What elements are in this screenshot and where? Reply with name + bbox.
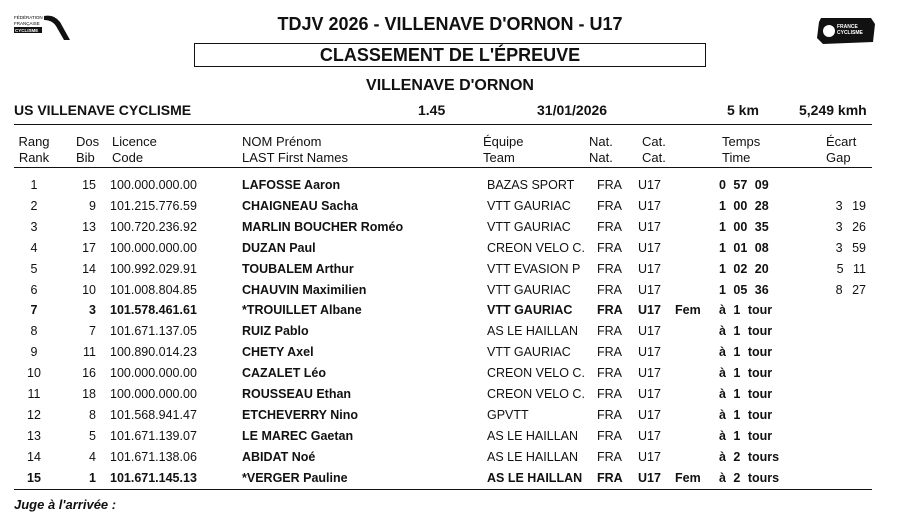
- rider-gap: 8 27: [835, 282, 866, 297]
- table-row: [0, 301, 900, 322]
- col-header-team: Équipe Team: [483, 134, 524, 165]
- rider-bib: 8: [89, 407, 96, 422]
- rider-team: AS LE HAILLAN: [487, 324, 579, 339]
- rider-category: U17: [638, 449, 661, 464]
- table-row: [0, 218, 900, 239]
- rider-bib: 7: [89, 324, 96, 339]
- rider-rank: 2: [30, 198, 38, 213]
- rider-licence: 101.008.804.85: [110, 282, 197, 297]
- rider-rank: 14: [27, 449, 41, 464]
- rider-team: CREON VELO C.: [487, 387, 585, 401]
- table-row: [0, 406, 900, 427]
- rider-bib: 4: [89, 449, 96, 464]
- rider-nationality: FRA: [597, 178, 622, 192]
- rider-rank: 1: [30, 178, 38, 192]
- rider-licence: 101.671.138.06: [110, 449, 197, 464]
- race-code: 1.45: [418, 102, 446, 118]
- rider-nationality: FRA: [597, 366, 622, 381]
- rider-rank: 12: [27, 407, 41, 422]
- col-header-cat: Cat. Cat.: [642, 134, 666, 165]
- rider-time: à 1 tour: [719, 387, 773, 401]
- rider-bib: 17: [82, 240, 96, 255]
- rider-bib: 16: [82, 366, 96, 381]
- table-row: [0, 448, 900, 469]
- rider-time: à 2 tours: [719, 449, 780, 464]
- rider-licence: 100.000.000.00: [110, 366, 197, 381]
- rider-name: *TROUILLET Albane: [242, 303, 362, 318]
- rider-licence: 100.000.000.00: [110, 387, 197, 401]
- col-header-rank: Rang Rank: [18, 134, 50, 165]
- rider-nationality: FRA: [597, 198, 622, 213]
- rider-nationality: FRA: [597, 282, 622, 297]
- rider-nationality: FRA: [597, 261, 622, 276]
- rider-team: VTT GAURIAC: [487, 345, 571, 360]
- rider-name: CHAIGNEAU Sacha: [242, 198, 358, 213]
- rider-licence: 101.671.137.05: [110, 324, 197, 339]
- finish-judge-label: Juge à l'arrivée :: [14, 497, 117, 512]
- rider-gap: 3 59: [835, 240, 866, 255]
- rider-category: U17: [638, 198, 661, 213]
- rider-rank: 11: [27, 387, 41, 401]
- rider-time: à 1 tour: [719, 366, 773, 381]
- table-row: [0, 427, 900, 448]
- rider-bib: 15: [82, 178, 96, 192]
- rider-team: AS LE HAILLAN: [487, 428, 579, 443]
- rider-bib: 13: [82, 219, 96, 234]
- rider-rank: 15: [27, 470, 41, 485]
- logo-text-line-1: FÉDÉRATION: [14, 15, 43, 20]
- rider-time: 1 00 28: [719, 198, 769, 213]
- col-header-name: NOM Prénom LAST First Names: [242, 134, 348, 165]
- rider-nationality: FRA: [597, 428, 622, 443]
- rider-name: CHETY Axel: [242, 345, 314, 360]
- table-bottom-line: [14, 489, 872, 490]
- rider-nationality: FRA: [597, 407, 622, 422]
- rider-category: U17: [638, 261, 661, 276]
- table-row: [0, 176, 900, 197]
- rider-time: 1 01 08: [719, 240, 769, 255]
- table-row: [0, 260, 900, 281]
- rider-category: U17: [638, 324, 661, 339]
- rider-category: U17: [638, 387, 661, 401]
- rider-team: AS LE HAILLAN: [487, 470, 583, 485]
- rider-team: AS LE HAILLAN: [487, 449, 579, 464]
- rider-name: LAFOSSE Aaron: [242, 178, 341, 192]
- rider-name: ROUSSEAU Ethan: [242, 387, 352, 401]
- rider-licence: 101.671.139.07: [110, 428, 197, 443]
- rider-bib: 3: [89, 303, 96, 318]
- col-header-time: Temps Time: [722, 134, 761, 165]
- logo-text-line-3: CYCLISME: [15, 28, 39, 33]
- rider-licence: 100.720.236.92: [110, 219, 197, 234]
- rider-nationality: FRA: [597, 345, 622, 360]
- rider-category: U17: [638, 428, 661, 443]
- col-header-bib: Dos Bib: [76, 134, 100, 165]
- rider-category: U17: [638, 282, 661, 297]
- rider-licence: 101.568.941.47: [110, 407, 197, 422]
- rider-name: RUIZ Pablo: [242, 324, 309, 339]
- rider-team: VTT GAURIAC: [487, 198, 571, 213]
- rider-time: à 1 tour: [719, 303, 773, 318]
- rider-time: à 1 tour: [719, 324, 773, 339]
- rider-nationality: FRA: [597, 387, 622, 401]
- rider-time: à 1 tour: [719, 428, 773, 443]
- table-row: [0, 469, 900, 490]
- average-speed: 5,249 kmh: [799, 102, 867, 118]
- rider-rank: 8: [30, 324, 38, 339]
- rider-category: U17: [638, 470, 661, 485]
- ranking-subtitle: CLASSEMENT DE L'ÉPREUVE: [194, 43, 706, 67]
- rider-category: U17: [638, 366, 661, 381]
- rider-name: CAZALET Léo: [242, 366, 327, 381]
- rider-team: VTT GAURIAC: [487, 219, 571, 234]
- rider-name: ABIDAT Noé: [242, 449, 316, 464]
- rider-category: U17: [638, 178, 661, 192]
- rider-name: LE MAREC Gaetan: [242, 428, 354, 443]
- rider-team: BAZAS SPORT: [487, 178, 575, 192]
- rider-licence: 100.890.014.23: [110, 345, 197, 360]
- race-date: 31/01/2026: [537, 102, 608, 118]
- rider-nationality: FRA: [597, 324, 622, 339]
- rider-gap: 3 26: [835, 219, 866, 234]
- rider-time: à 1 tour: [719, 407, 773, 422]
- rider-nationality: FRA: [597, 303, 623, 318]
- rider-bib: 10: [82, 282, 96, 297]
- rider-name: ETCHEVERRY Nino: [242, 407, 358, 422]
- rider-nationality: FRA: [597, 240, 622, 255]
- rider-licence: 101.578.461.61: [110, 303, 197, 318]
- col-header-licence: Licence Code: [112, 134, 157, 165]
- table-row: [0, 197, 900, 218]
- race-distance: 5 km: [727, 102, 759, 118]
- table-row: [0, 343, 900, 364]
- rider-bib: 18: [82, 387, 96, 401]
- rider-nationality: FRA: [597, 470, 623, 485]
- rider-sex: Fem: [675, 303, 701, 318]
- table-row: [0, 322, 900, 343]
- rider-nationality: FRA: [597, 449, 622, 464]
- rider-licence: 101.671.145.13: [110, 470, 197, 485]
- header-divider-top: [14, 124, 872, 125]
- table-row: [0, 239, 900, 260]
- rider-rank: 10: [27, 366, 41, 381]
- rider-licence: 100.000.000.00: [110, 178, 197, 192]
- rider-team: VTT GAURIAC: [487, 303, 573, 318]
- rider-gap: 3 19: [835, 198, 866, 213]
- rider-nationality: FRA: [597, 219, 622, 234]
- header-divider-bottom: [14, 167, 872, 168]
- rider-team: CREON VELO C.: [487, 366, 585, 381]
- right-logo-line-2: CYCLISME: [837, 30, 863, 36]
- logo-text-line-2: FRANÇAISE: [14, 21, 40, 26]
- rider-licence: 100.992.029.91: [110, 261, 197, 276]
- rider-time: à 2 tours: [719, 470, 780, 485]
- rider-category: U17: [638, 345, 661, 360]
- rider-rank: 7: [30, 303, 38, 318]
- col-header-gap: Écart Gap: [826, 134, 857, 165]
- table-row: [0, 281, 900, 302]
- rider-time: 0 57 09: [719, 178, 769, 192]
- rider-bib: 14: [82, 261, 96, 276]
- rider-name: MARLIN BOUCHER Roméo: [242, 219, 404, 234]
- right-logo-line-1: FRANCE: [837, 24, 858, 30]
- venue-name: VILLENAVE D'ORNON: [366, 77, 534, 94]
- rider-sex: Fem: [675, 470, 701, 485]
- rider-category: U17: [638, 219, 661, 234]
- table-row: [0, 385, 900, 406]
- rider-time: 1 05 36: [719, 282, 769, 297]
- col-header-nat: Nat. Nat.: [589, 134, 613, 165]
- rider-name: DUZAN Paul: [242, 240, 316, 255]
- rider-bib: 11: [83, 345, 96, 360]
- rider-category: U17: [638, 240, 661, 255]
- rider-bib: 5: [89, 428, 96, 443]
- rider-team: VTT EVASION P: [487, 261, 581, 276]
- rider-rank: 4: [30, 240, 38, 255]
- rider-team: VTT GAURIAC: [487, 282, 571, 297]
- rider-name: CHAUVIN Maximilien: [242, 282, 367, 297]
- rider-team: GPVTT: [487, 407, 529, 422]
- rider-category: U17: [638, 407, 661, 422]
- rider-rank: 6: [30, 282, 38, 297]
- rider-name: TOUBALEM Arthur: [242, 261, 354, 276]
- page-title: TDJV 2026 - VILLENAVE D'ORNON - U17: [277, 14, 623, 34]
- rider-gap: 5 11: [836, 261, 866, 276]
- rider-rank: 3: [30, 219, 38, 234]
- rider-team: CREON VELO C.: [487, 240, 585, 255]
- rider-rank: 9: [30, 345, 38, 360]
- table-row: [0, 364, 900, 385]
- rider-rank: 13: [27, 428, 41, 443]
- rider-licence: 100.000.000.00: [110, 240, 197, 255]
- club-name: US VILLENAVE CYCLISME: [14, 102, 192, 118]
- rider-name: *VERGER Pauline: [242, 470, 348, 485]
- rider-time: 1 00 35: [719, 219, 769, 234]
- rider-time: 1 02 20: [719, 261, 769, 276]
- rider-rank: 5: [30, 261, 38, 276]
- rider-bib: 1: [89, 470, 96, 485]
- rider-category: U17: [638, 303, 661, 318]
- rider-time: à 1 tour: [719, 345, 773, 360]
- rider-bib: 9: [89, 198, 96, 213]
- rider-licence: 101.215.776.59: [110, 198, 197, 213]
